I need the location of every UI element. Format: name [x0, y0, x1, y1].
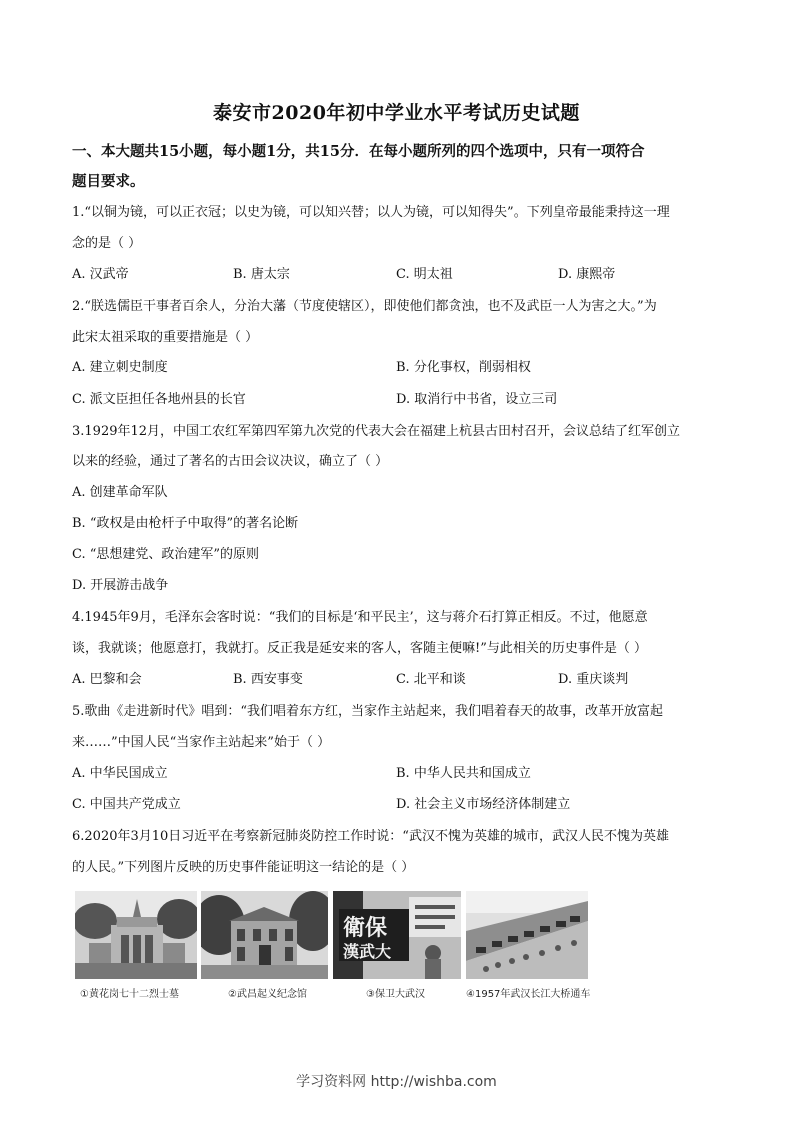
question-2-option-a: A. 建立刺史制度 — [72, 360, 168, 375]
question-2-line2: 此宋太祖采取的重要措施是（ ） — [72, 330, 259, 345]
question-1-option-b: B. 唐太宗 — [233, 267, 290, 282]
question-2-option-b: B. 分化事权，削弱相权 — [396, 360, 531, 375]
question-4-option-d: D. 重庆谈判 — [558, 672, 629, 687]
section-instruction-line1: 一、本大题共15小题，每小题1分，共15分．在每小题所列的四个选项中，只有一项符合 — [72, 143, 645, 160]
question-1-option-c: C. 明太祖 — [396, 267, 453, 282]
question-3-line1: 3.1929年12月，中国工农红军第四军第九次党的代表大会在福建上杭县古田村召开，会议总结了红军创立 — [72, 424, 681, 439]
question-1-line1: 1.“以铜为镜，可以正衣冠；以史为镜，可以知兴替；以人为镜，可以知得失”。下列皇帝最能秉持这一理 — [72, 205, 670, 220]
photo-defend-wuhan — [333, 891, 461, 979]
footer-watermark: 学习资料网 http://wishba.com — [296, 1074, 497, 1090]
photo-slogan-text: 衛保 — [343, 915, 388, 941]
question-3-option-d: D. 开展游击战争 — [72, 578, 169, 593]
photo-caption-1: ①黄花岗七十二烈士墓 — [80, 989, 179, 1000]
question-2-line1: 2.“朕选儒臣干事者百余人，分治大藩（节度使辖区），即使他们都贪浊，也不及武臣一人为害之大。”为 — [72, 299, 657, 314]
question-6-line2: 的人民。”下列图片反映的历史事件能证明这一结论的是（ ） — [72, 860, 415, 875]
question-5-option-c: C. 中国共产党成立 — [72, 797, 181, 812]
question-4-line2: 谈，我就谈；他愿意打，我就打。反正我是延安来的客人，客随主便嘛!”与此相关的历史事件是（ ） — [72, 641, 648, 656]
question-4-option-b: B. 西安事变 — [233, 672, 303, 687]
photo-yangtze-bridge — [466, 891, 588, 979]
question-2-option-d: D. 取消行中书省，设立三司 — [396, 392, 558, 407]
page-title: 泰安市2020年初中学业水平考试历史试题 — [213, 102, 580, 124]
question-5-option-d: D. 社会主义市场经济体制建立 — [396, 797, 571, 812]
question-3-option-b: B. “政权是由枪杆子中取得”的著名论断 — [72, 516, 299, 531]
question-1-line2: 念的是（ ） — [72, 236, 142, 251]
photo-caption-4: ④1957年武汉长江大桥通车 — [466, 989, 591, 1000]
question-4-option-c: C. 北平和谈 — [396, 672, 466, 687]
question-6-line1: 6.2020年3月10日习近平在考察新冠肺炎防控工作时说：“武汉不愧为英雄的城市，武汉人民不愧为英雄 — [72, 829, 669, 844]
question-3-option-c: C. “思想建党、政治建军”的原则 — [72, 547, 260, 562]
question-5-option-a: A. 中华民国成立 — [72, 766, 168, 781]
question-4-option-a: A. 巴黎和会 — [72, 672, 142, 687]
question-2-option-c: C. 派文臣担任各地州县的长官 — [72, 392, 246, 407]
photo-caption-2: ②武昌起义纪念馆 — [228, 989, 307, 1000]
question-1-option-d: D. 康熙帝 — [558, 267, 616, 282]
question-4-line1: 4.1945年9月，毛泽东会客时说：“我们的目标是‘和平民主’，这与蒋介石打算正相反。不过，他愿意 — [72, 610, 648, 625]
question-3-option-a: A. 创建革命军队 — [72, 485, 168, 500]
photo-slogan-text-2: 漢武大 — [343, 942, 392, 961]
photo-caption-3: ③保卫大武汉 — [366, 989, 425, 1000]
photo-wuchang-museum — [201, 891, 328, 979]
question-5-line2: 来……”中国人民“当家作主站起来”始于（ ） — [72, 735, 331, 750]
question-3-line2: 以来的经验，通过了著名的古田会议决议，确立了（ ） — [72, 454, 389, 469]
section-instruction-line2: 题目要求。 — [72, 173, 145, 190]
question-1-option-a: A. 汉武帝 — [72, 267, 129, 282]
question-5-option-b: B. 中华人民共和国成立 — [396, 766, 531, 781]
photo-martyrs-tomb — [75, 891, 197, 979]
question-5-line1: 5.歌曲《走进新时代》唱到：“我们唱着东方红，当家作主站起来，我们唱着春天的故事，改革开放富起 — [72, 704, 664, 719]
